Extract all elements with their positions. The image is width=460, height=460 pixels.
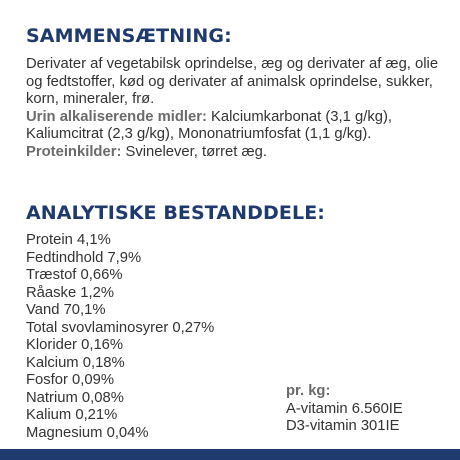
protein-text: Svinelever, tørret æg. [121, 143, 267, 160]
vitamin-item: D3-vitamin 301IE [286, 418, 400, 434]
analysis-item: Total svovlaminosyrer 0,27% [26, 319, 215, 336]
analysis-item: Kalcium 0,18% [26, 354, 125, 371]
analysis-item: Fedtindhold 7,9% [26, 249, 142, 266]
analysis-item: Træstof 0,66% [26, 267, 123, 283]
analysis-item: Fosfor 0,09% [26, 372, 115, 388]
alkalizing-label: Urin alkaliserende midler: [26, 108, 207, 125]
analysis-item: Råaske 1,2% [26, 284, 115, 301]
bottom-bar [0, 449, 460, 460]
composition-heading: SAMMENSÆTNING: [26, 25, 232, 47]
analysis-item: Vand 70,1% [26, 302, 106, 318]
analysis-item: Natrium 0,08% [26, 389, 124, 406]
analysis-list [26, 232, 214, 442]
vitamin-item: A-vitamin 6.560IE [286, 400, 403, 417]
alkalizing-text: Kalciumkarbonat (3,1 g/kg), Kaliumcitrat (2,3 g/kg), Mononatriumfosfat (1,1 g/kg). [26, 108, 392, 142]
analysis-item: Klorider 0,16% [26, 337, 124, 353]
protein-label: Proteinkilder: [26, 143, 122, 160]
ingredients-text: Derivater af vegetabilsk oprindelse, æg og derivater af æg, olie og fedtstoffer, kød og derivater af animalsk oprindelse, sukker, korn, mineraler, frø. [26, 56, 439, 107]
analysis-item: Kalium 0,21% [26, 407, 118, 423]
analysis-item: Magnesium 0,04% [26, 424, 149, 441]
per-kg-label: pr. kg: [286, 383, 331, 399]
composition-text [26, 56, 446, 161]
vitamins-block [286, 383, 403, 436]
analysis-heading: ANALYTISKE BESTANDDELE: [26, 202, 325, 224]
analysis-item: Protein 4,1% [26, 232, 111, 248]
